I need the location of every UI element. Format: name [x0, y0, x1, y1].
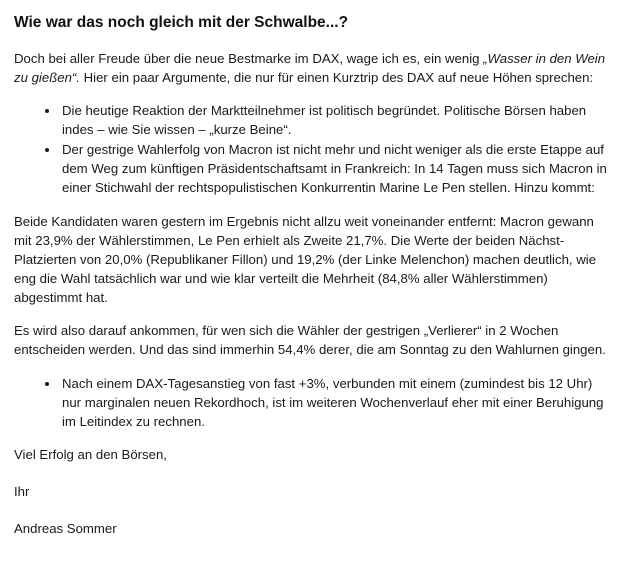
election-results-paragraph: Beide Kandidaten waren gestern im Ergebnis nicht allzu weit voneinander entfernt: Macron gewann mit 23,9% der Wählerstimmen, Le Pen erhielt als Zweite 21,7%. Die Werte der beiden Nächst-Platzierten von 20,0% (Republikaner Fillon) und 19,2% (der Linke Melenchon) machen deutlich, wie eng die Wahl tatsächlich war und wie klar verteilt die Mehrheit (84,8% aller Wählerstimmen) abgestimmt hat.	[14, 213, 597, 306]
intro-paragraph	[14, 49, 608, 87]
intro-quote: „Wasser in den Wein zu gießen“.	[14, 50, 606, 85]
list-item: • Nach einem DAX-Tagesanstieg von fast +3%, verbunden mit einem (zumindest bis 12 Uhr) nur marginalen neuen Rekordhoch, ist im weiteren Wochenverlauf eher mit einer Beruhigung im Leitindex zu rechnen.	[60, 374, 608, 431]
intro-text-second: Hier ein paar Argumente, die nur für einen Kurztrip des DAX auf neue Höhen sprechen:	[79, 69, 594, 85]
bullet-list-dax-outlook	[14, 374, 608, 431]
intro-text-first: Doch bei aller Freude über die neue Bestmarke im DAX, wage ich es, ein wenig	[14, 50, 484, 66]
page-title: Wie war das noch gleich mit der Schwalbe...?	[14, 14, 349, 31]
author-name: Andreas Sommer	[14, 521, 117, 537]
bullet-list-arguments	[14, 101, 608, 198]
salutation-line: Ihr	[14, 484, 30, 500]
outlook-paragraph: Es wird also darauf ankommen, für wen sich die Wähler der gestrigen „Verlierer“ in 2 Wochen entscheiden werden. Und das sind immerhin 54,4% derer, die am Sonntag zu den Wahlurnen gingen.	[14, 323, 606, 358]
list-item: • Der gestrige Wahlerfolg von Macron ist nicht mehr und nicht weniger als die erste Etappe auf dem Weg zum künftigen Präsidentschaftsamt in Frankreich: In 14 Tagen muss sich Macron in einer Stichwahl der rechtspopulistischen Konkurrentin Marine Le Pen stellen. Hinzu kommt:	[60, 140, 608, 197]
list-item: • Die heutige Reaktion der Marktteilnehmer ist politisch begründet. Politische Börsen haben indes – wie Sie wissen – „kurze Beine“.	[60, 101, 608, 139]
closing-line: Viel Erfolg an den Börsen,	[14, 446, 167, 462]
